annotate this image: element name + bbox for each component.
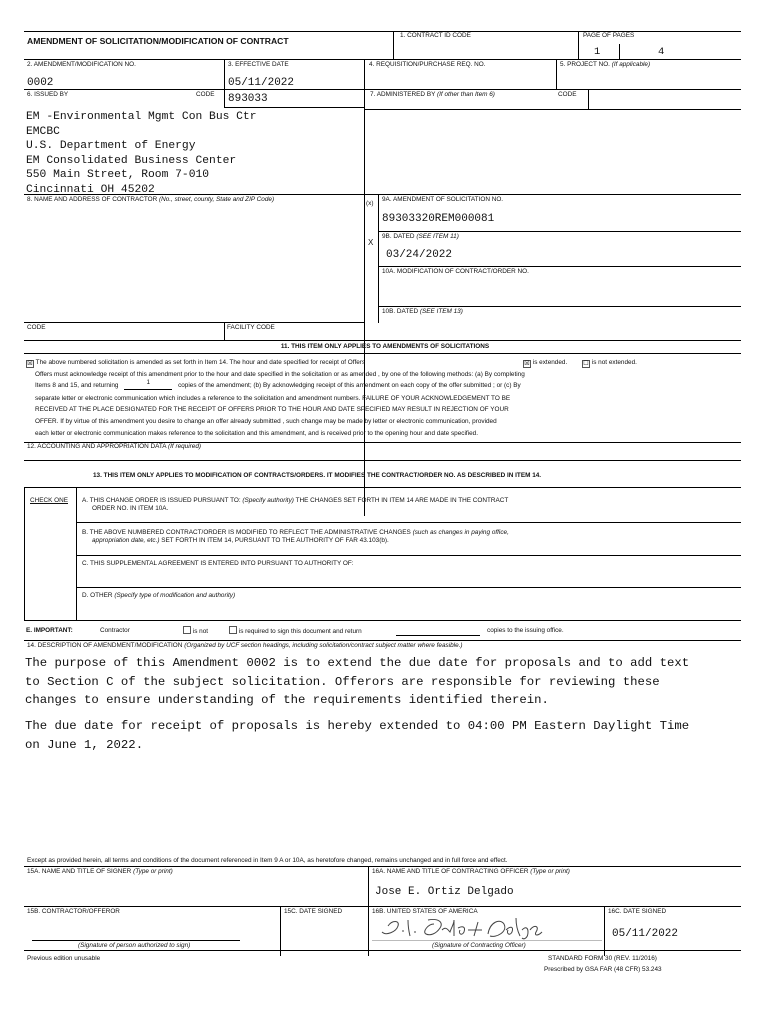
is-required-option: is required to sign this document and return — [229, 626, 362, 637]
row-border — [76, 555, 741, 556]
x-column-label: (x) — [366, 200, 374, 207]
item11-first-line: ☒ The above numbered solicitation is amended as set forth in Item 14. The hour and date specified for receipt of Offers ☒ is extended. ☐ is not extended. — [27, 359, 637, 367]
item15c-label: 15C. DATE SIGNED — [284, 908, 343, 915]
row-border — [378, 266, 741, 267]
amendment-number: 0002 — [27, 77, 54, 89]
item15b-label: 15B. CONTRACTOR/OFFEROR — [27, 908, 120, 915]
divider — [619, 44, 620, 59]
item9b-check-mark: X — [368, 238, 374, 247]
item13c[interactable]: C. THIS SUPPLEMENTAL AGREEMENT IS ENTERED INTO PURSUANT TO AUTHORITY OF: — [82, 560, 354, 567]
contractor-signature-caption: (Signature of person authorized to sign) — [78, 942, 191, 949]
row-border — [24, 322, 364, 323]
row-border — [76, 587, 741, 588]
facility-code-label: FACILITY CODE — [227, 324, 275, 331]
row-border — [224, 107, 364, 108]
item10b-label: 10B. DATED (SEE ITEM 13) — [382, 308, 463, 315]
solicitation-amended-checkbox[interactable]: ☒ — [27, 361, 33, 367]
address-line: EMCBC — [26, 125, 60, 138]
item3-label: 3. EFFECTIVE DATE — [228, 61, 289, 68]
item14-label: 14. DESCRIPTION OF AMENDMENT/MODIFICATION (Organized by UCF section headings, including solicitation/contract subject matter where feasible.) — [27, 642, 463, 649]
divider — [76, 487, 77, 620]
divider — [588, 89, 589, 109]
row-border — [378, 306, 741, 307]
is-not-option: is not — [183, 626, 208, 637]
row-border — [24, 194, 364, 195]
item15a-label: 15A. NAME AND TITLE OF SIGNER (Type or print) — [27, 868, 173, 875]
item16c-label: 16C. DATE SIGNED — [608, 908, 667, 915]
item13b[interactable]: B. THE ABOVE NUMBERED CONTRACT/ORDER IS MODIFIED TO REFLECT THE ADMINISTRATIVE CHANGES (such as changes in paying office, appropriation date, etc.) SET FORTH IN ITEM 14, PURSUANT TO THE AUTHORITY OF FAR 43.103(b). — [82, 529, 509, 544]
row-border — [364, 109, 588, 110]
row-border — [76, 522, 741, 523]
row-border — [24, 620, 741, 621]
item4-label: 4. REQUISITION/PURCHASE REQ. NO. — [369, 61, 486, 68]
item13a[interactable]: A. THIS CHANGE ORDER IS ISSUED PURSUANT TO: (Specify authority) THE CHANGES SET FORTH IN ITEM 14 ARE MADE IN THE CONTRACT ORDER NO. IN ITEM 10A. — [82, 497, 509, 512]
copies-count: 1 — [124, 377, 172, 390]
officer-signature-line — [372, 940, 602, 941]
contractor-code-label: CODE — [27, 324, 46, 331]
row-border — [378, 231, 741, 232]
is-not-checkbox[interactable] — [183, 626, 191, 634]
divider — [378, 194, 379, 323]
item2-label: 2. AMENDMENT/MODIFICATION NO. — [27, 61, 136, 68]
address-line: EM -Environmental Mgmt Con Bus Ctr — [26, 111, 257, 123]
extended-checkbox[interactable]: ☒ — [524, 361, 530, 367]
item16a-label: 16A. NAME AND TITLE OF CONTRACTING OFFICER (Type or print) — [372, 868, 570, 875]
item11-copies-line: Items 8 and 15, and returning 1 copies of the amendment; (b) By acknowledging receipt of this amendment on each copy of the offer submitted ; or (c) By — [35, 379, 521, 390]
address-line: EM Consolidated Business Center — [26, 154, 237, 167]
solicitation-dated: 03/24/2022 — [386, 249, 453, 261]
officer-date-signed: 05/11/2022 — [612, 928, 679, 940]
code-label: CODE — [196, 91, 215, 98]
effective-date: 05/11/2022 — [228, 77, 295, 89]
solicitation-number: 89303320REM000081 — [382, 213, 495, 225]
row-border — [364, 194, 741, 195]
item13-header: 13. THIS ITEM ONLY APPLIES TO MODIFICATION OF CONTRACTS/ORDERS. IT MODIFIES THE CONTRACT/ORDER NO. AS DESCRIBED IN ITEM 14. — [93, 472, 542, 479]
item11-body — [26, 357, 741, 439]
row-border — [24, 866, 741, 867]
item13d[interactable]: D. OTHER (Specify type of modification and authority) — [82, 592, 236, 599]
divider — [604, 906, 605, 956]
item7-label: 7. ADMINISTERED BY (If other than Item 6) — [370, 91, 495, 98]
except-text: Except as provided herein, all terms and conditions of the document referenced in Item 9 A or 10A, as heretofore changed, remains unchanged and in full force and effect. — [27, 857, 508, 864]
page-number: 1 — [594, 46, 601, 58]
address-line: Cincinnati OH 45202 — [26, 183, 155, 196]
item16b-label: 16B. UNITED STATES OF AMERICA — [372, 908, 478, 915]
address-line: 550 Main Street, Room 7-010 — [26, 169, 210, 181]
row-border — [24, 640, 741, 641]
divider — [578, 31, 579, 59]
item12-label: 12. ACCOUNTING AND APPROPRIATION DATA (If required) — [27, 443, 202, 450]
address-line: U.S. Department of Energy — [26, 140, 196, 152]
issued-by-code: 893033 — [228, 93, 268, 105]
divider — [224, 322, 225, 340]
copies-blank[interactable] — [396, 635, 480, 636]
not-extended-option: ☐ is not extended. — [583, 359, 637, 367]
previous-edition-note: Previous edition unusable — [27, 955, 101, 962]
item6-label: 6. ISSUED BY — [27, 91, 69, 98]
row-border — [24, 59, 741, 60]
row-border — [24, 906, 741, 907]
important-row: E. IMPORTANT: Contractor is not is required to sign this document and return copies to the issuing office. — [26, 627, 564, 635]
total-pages: 4 — [658, 46, 665, 58]
item11-text: Offers must acknowledge receipt of this amendment prior to the hour and date specified in the solicitation or as amended , by one of the following methods: (a) By completing Items 8 and 15, and returning 1 copies of the amendment; (b) By acknowledging receipt of this amendment on each copy of the offer submitted ; or (c) By separate letter or electronic communication which includes a reference to the solicitation and amendment numbers. FAILURE OF YOUR ACKNOWLEDGEMENT TO BE RECEIVED AT THE PLACE DESIGNATED FOR THE RECEIPT OF OFFERS PRIOR TO THE HOUR AND DATE SPECIFIED MAY RESULT IN REJECTION OF YOUR OFFER. If by virtue of this amendment you desire to change an offer already submitted , such change may be made by letter or electronic communication, provided each letter or electronic communication makes reference to the solicitation and this amendment, and is received prior to the opening hour and date specified. — [26, 369, 741, 440]
description-paragraph-2: The due date for receipt of proposals is hereby extended to 04:00 PM Eastern Daylight Time on June 1, 2022. — [25, 719, 690, 752]
form-title: AMENDMENT OF SOLICITATION/MODIFICATION OF CONTRACT — [27, 36, 289, 46]
divider — [393, 31, 394, 59]
divider — [368, 866, 369, 956]
check-one-label: CHECK ONE — [30, 497, 68, 504]
item1-label: 1. CONTRACT ID CODE — [400, 32, 471, 39]
standard-form-label: STANDARD FORM 30 (REV. 11/2016) — [548, 955, 657, 962]
row-border — [24, 487, 741, 488]
item9a-label: 9A. AMENDMENT OF SOLICITATION NO. — [382, 196, 504, 203]
is-required-checkbox[interactable] — [229, 626, 237, 634]
description-paragraph-1: The purpose of this Amendment 0002 is to extend the due date for proposals and to add text to Section C of the subject solicitation. Offerors are responsible for reviewing these changes to ensure understanding of the requirements identified therein. — [25, 656, 690, 707]
divider — [224, 59, 225, 107]
officer-signature-caption: (Signature of Contracting Officer) — [432, 942, 526, 949]
row-border — [24, 353, 741, 354]
not-extended-checkbox[interactable]: ☐ — [583, 361, 589, 367]
code-label: CODE — [558, 91, 577, 98]
item5-label: 5. PROJECT NO. (If applicable) — [560, 61, 651, 68]
issued-by-address — [26, 110, 257, 197]
item10a-label: 10A. MODIFICATION OF CONTRACT/ORDER NO. — [382, 268, 529, 275]
item9b-label: 9B. DATED (SEE ITEM 11) — [382, 233, 459, 240]
row-border — [24, 460, 741, 461]
divider — [280, 906, 281, 956]
extended-option: ☒ is extended. — [524, 359, 568, 367]
contractor-signature-line[interactable] — [32, 940, 240, 941]
item8-label: 8. NAME AND ADDRESS OF CONTRACTOR (No., street, county, State and ZIP Code) — [27, 196, 275, 203]
page-of-pages-label: PAGE OF PAGES — [583, 32, 635, 39]
row-border — [24, 340, 741, 341]
divider — [24, 487, 25, 620]
row-border — [24, 89, 741, 90]
divider — [556, 59, 557, 89]
prescribed-by-label: Prescribed by GSA FAR (48 CFR) 53.243 — [544, 966, 662, 973]
row-border — [588, 109, 741, 110]
divider — [364, 59, 365, 516]
contracting-officer-name: Jose E. Ortiz Delgado — [375, 886, 514, 898]
item11-header: 11. THIS ITEM ONLY APPLIES TO AMENDMENTS OF SOLICITATIONS — [280, 343, 490, 350]
row-border — [24, 950, 741, 951]
